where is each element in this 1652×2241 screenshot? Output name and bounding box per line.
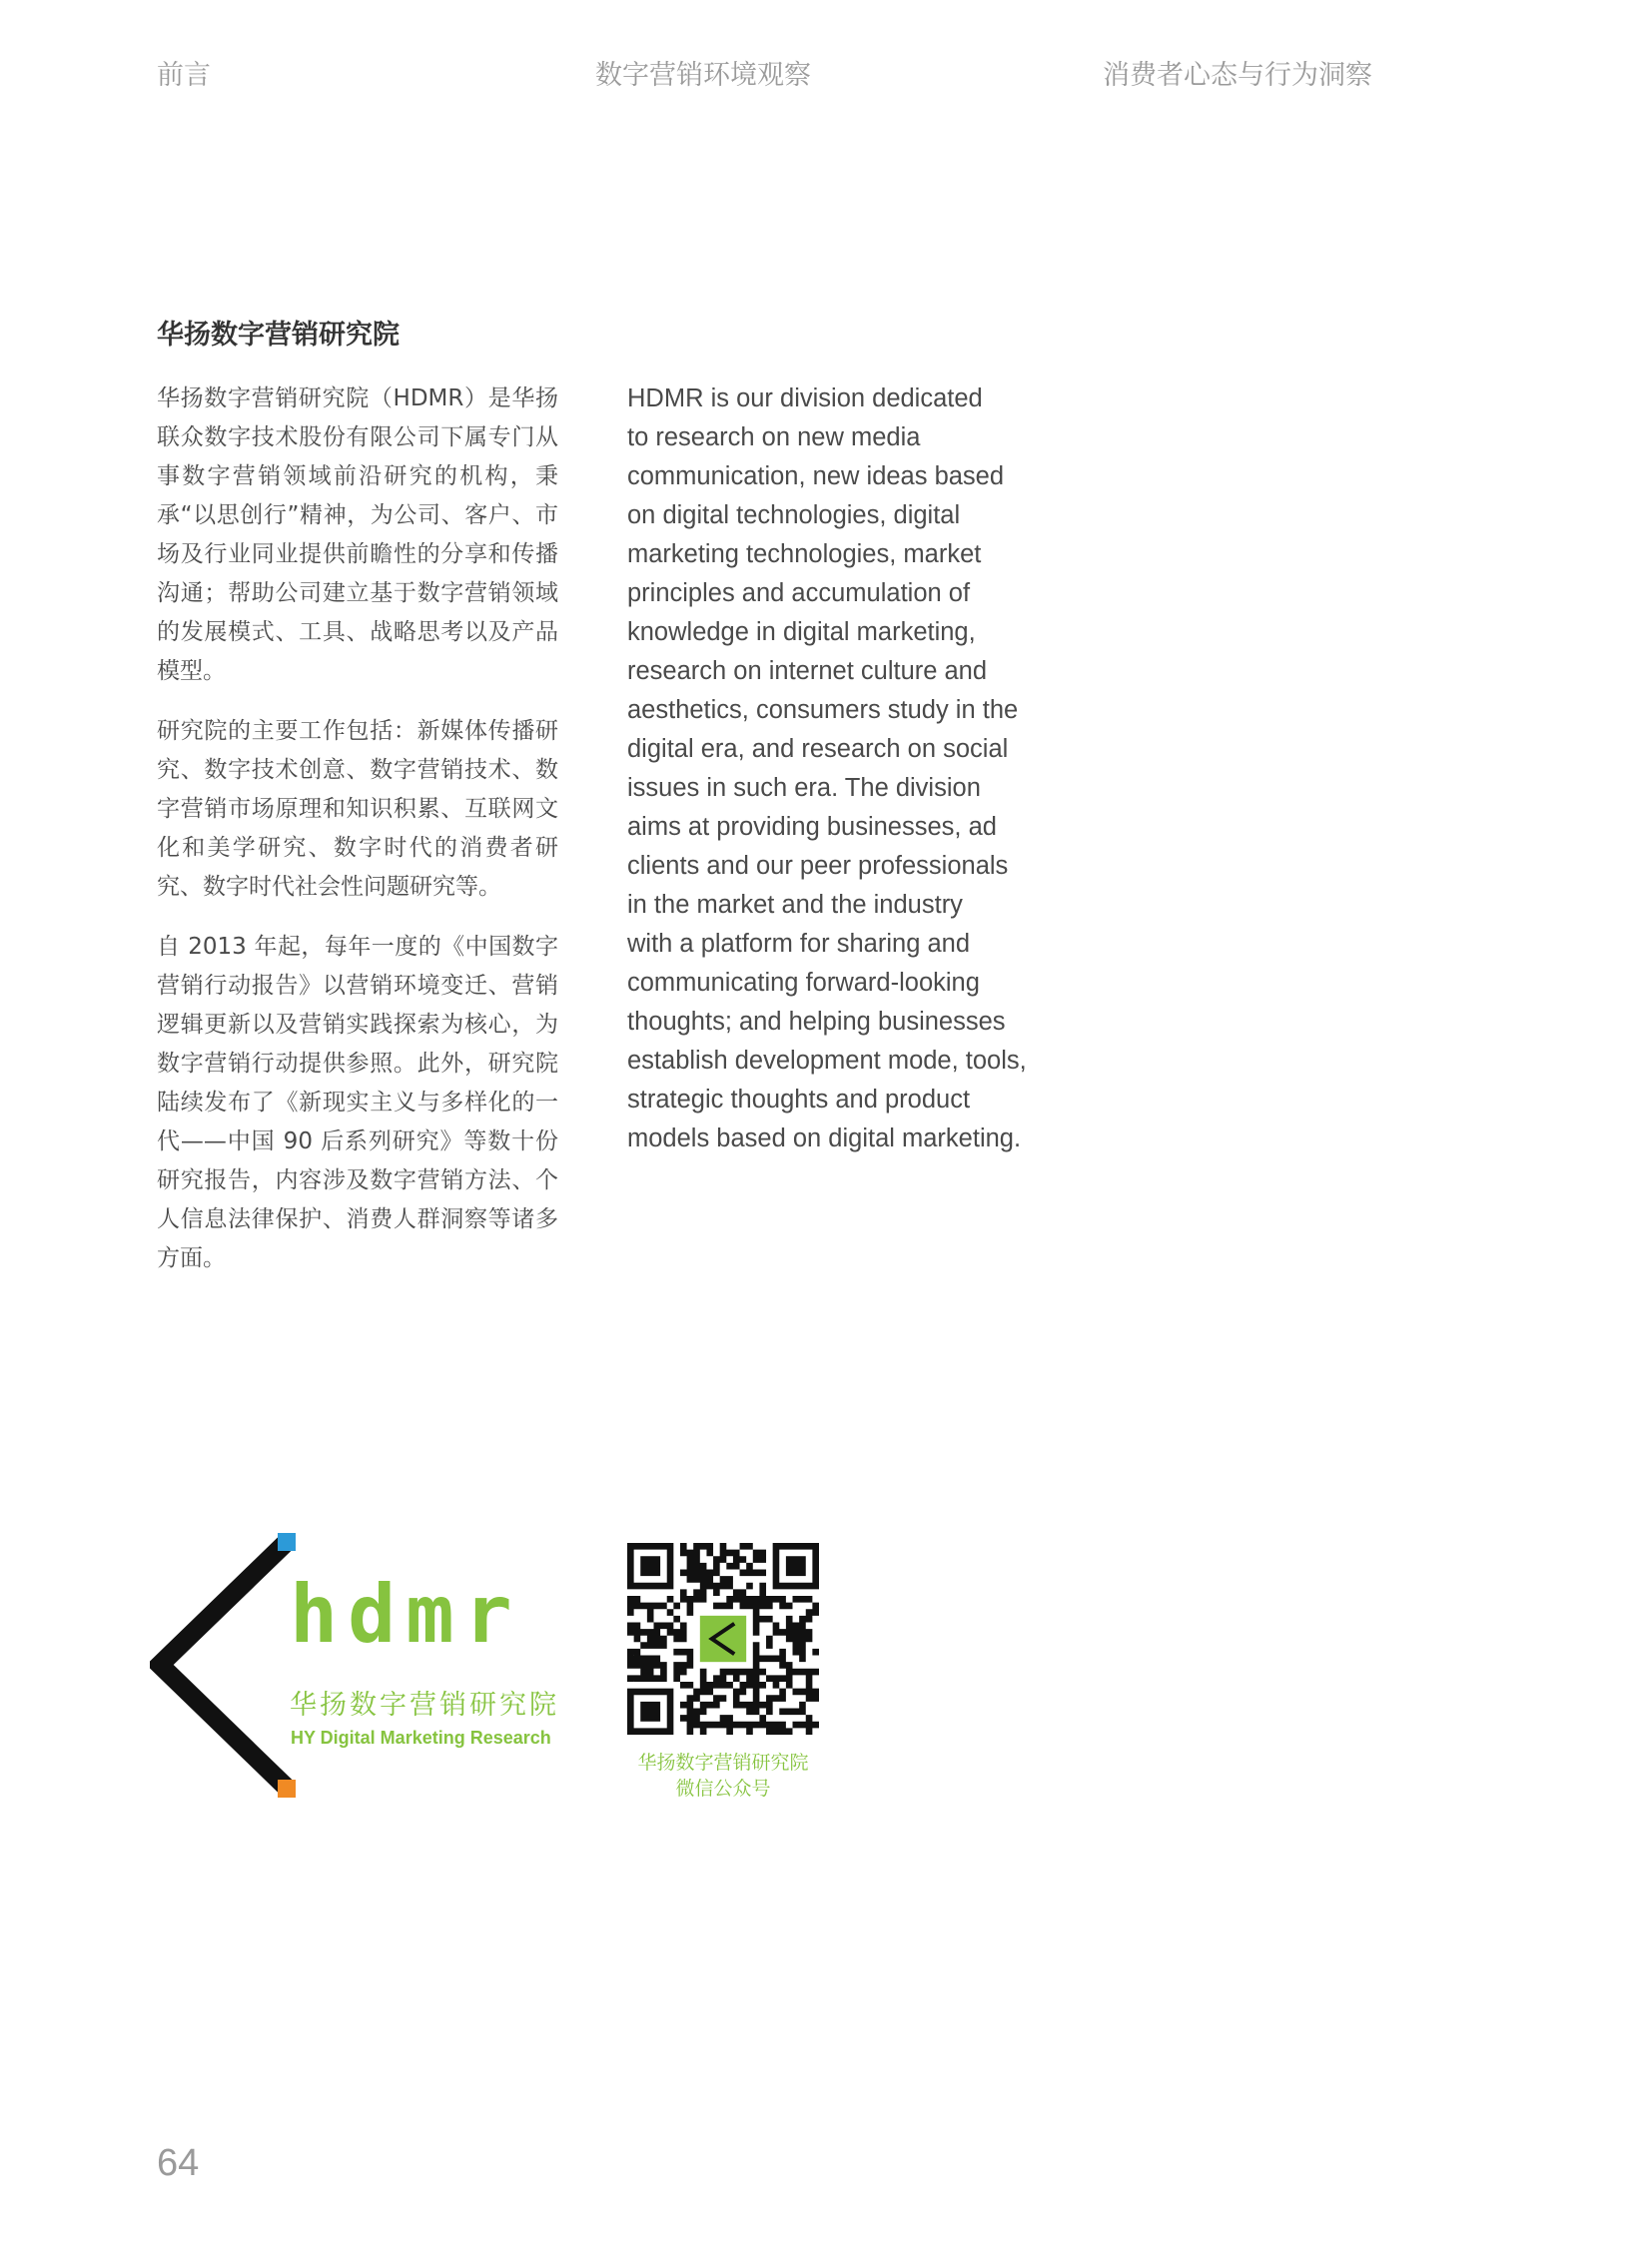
qr-caption-line2: 微信公众号 — [675, 1778, 771, 1800]
blue-corner-square — [278, 1533, 296, 1551]
logo-wordmark: hdmr — [290, 1568, 522, 1661]
en-line: communicating forward-looking — [627, 969, 980, 997]
logo-name-cn: 华扬数字营销研究院 — [290, 1690, 559, 1721]
qr-code-icon — [627, 1543, 819, 1735]
en-line: on digital technologies, digital — [627, 501, 961, 529]
nav-item-digital-marketing-environment[interactable]: 数字营销环境观察 — [595, 60, 811, 91]
english-column — [627, 379, 1052, 1158]
en-line: establish development mode, tools, — [627, 1047, 1027, 1075]
logo-name-en: HY Digital Marketing Research — [291, 1728, 551, 1748]
en-line: research on internet culture and — [627, 657, 988, 685]
en-line: issues in such era. The division — [627, 774, 981, 802]
page-number: 64 — [157, 2142, 200, 2184]
cn-paragraph-3: 自 2013 年起，每年一度的《中国数字营销行动报告》以营销环境变迁、营销逻辑更新以及营销实践探索为核心，为数字营销行动提供参照。此外，研究院陆续发布了《新现实主义与多样化的一代——中国 90 后系列研究》等数十份研究报告，内容涉及数字营销方法、个人信息法律保护、消费人群洞察等诸多方面。 — [157, 934, 558, 1271]
en-line: marketing technologies, market — [627, 540, 982, 568]
wechat-qr-code — [627, 1543, 819, 1735]
en-line: to research on new media — [627, 423, 921, 451]
en-line: with a platform for sharing and — [627, 930, 971, 958]
qr-caption — [611, 1750, 835, 1802]
nav-item-consumer-insight[interactable]: 消费者心态与行为洞察 — [1103, 60, 1372, 91]
chinese-column — [157, 379, 558, 1299]
en-line: aims at providing businesses, ad — [627, 813, 997, 841]
en-line: strategic thoughts and product — [627, 1086, 971, 1114]
en-line: clients and our peer professionals — [627, 852, 1009, 880]
en-line: aesthetics, consumers study in the — [627, 696, 1019, 724]
en-line: HDMR is our division dedicated — [627, 384, 983, 412]
en-line: principles and accumulation of — [627, 579, 971, 607]
chevron-bracket-icon — [150, 1533, 310, 1803]
en-line: knowledge in digital marketing, — [627, 618, 976, 646]
hdmr-logo — [150, 1533, 559, 1803]
section-title: 华扬数字营销研究院 — [157, 320, 400, 351]
en-line: digital era, and research on social — [627, 735, 1009, 763]
cn-paragraph-1: 华扬数字营销研究院（HDMR）是华扬联众数字技术股份有限公司下属专门从事数字营销领域前沿研究的机构，秉承“以思创行”精神，为公司、客户、市场及行业同业提供前瞻性的分享和传播沟通；帮助公司建立基于数字营销领域的发展模式、工具、战略思考以及产品模型。 — [157, 385, 558, 684]
en-line: models based on digital marketing. — [627, 1124, 1022, 1152]
en-line: thoughts; and helping businesses — [627, 1008, 1006, 1036]
cn-paragraph-2: 研究院的主要工作包括：新媒体传播研究、数字技术创意、数字营销技术、数字营销市场原理和知识积累、互联网文化和美学研究、数字时代的消费者研究、数字时代社会性问题研究等。 — [157, 718, 558, 900]
en-line: in the market and the industry — [627, 891, 963, 919]
orange-corner-square — [278, 1780, 296, 1798]
qr-caption-line1: 华扬数字营销研究院 — [637, 1752, 809, 1774]
en-line: communication, new ideas based — [627, 462, 1005, 490]
nav-item-preface[interactable]: 前言 — [157, 60, 211, 91]
